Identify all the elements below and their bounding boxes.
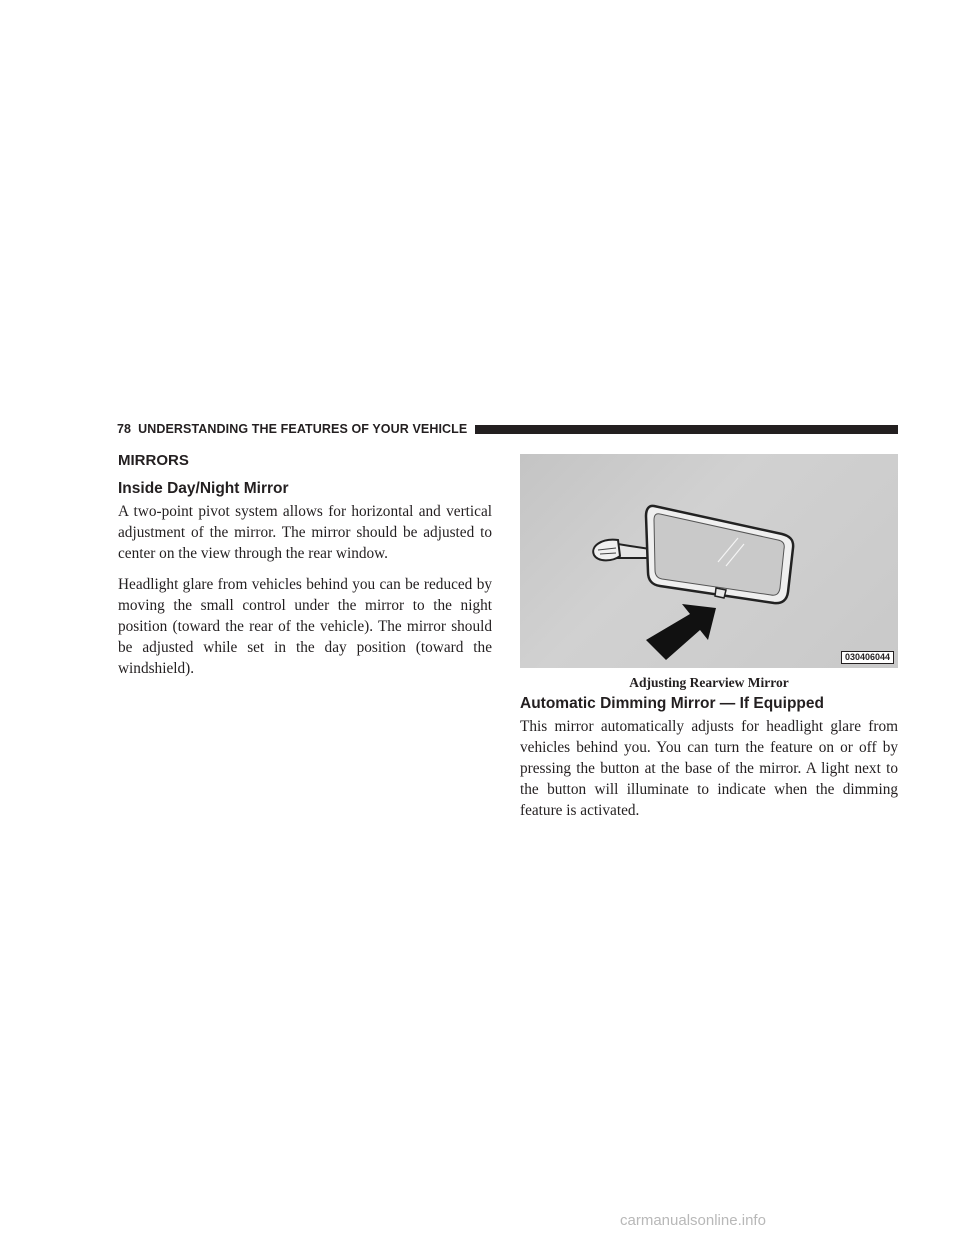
page-number: 78 xyxy=(117,422,132,436)
section-title: MIRRORS xyxy=(118,452,189,469)
mirror-drawing xyxy=(520,454,898,668)
right-column xyxy=(520,454,898,831)
watermark: carmanualsonline.info xyxy=(620,1212,766,1229)
mirror-stem xyxy=(618,544,650,558)
arrow-icon xyxy=(646,604,716,660)
header-rule xyxy=(475,425,898,434)
day-night-tab xyxy=(715,588,726,598)
auto-dimming-heading: Automatic Dimming Mirror — If Equipped xyxy=(520,695,824,712)
inside-mirror-heading: Inside Day/Night Mirror xyxy=(118,480,289,497)
inside-mirror-paragraph-1: A two-point pivot system allows for horizontal and vertical adjustment of the mirror. The mirror should be adjusted to center on the view through the rear window. xyxy=(118,503,492,562)
mirror-mount xyxy=(593,540,620,561)
inside-mirror-paragraph-2: Headlight glare from vehicles behind you can be reduced by moving the small control under the mirror to the night position (toward the rear of the vehicle). The mirror should be adjusted while set in the day position (toward the windshield). xyxy=(118,576,492,677)
figure-code: 030406044 xyxy=(841,651,894,664)
left-column xyxy=(118,452,492,689)
rearview-mirror-illustration xyxy=(520,454,898,668)
auto-dimming-paragraph: This mirror automatically adjusts for headlight glare from vehicles behind you. You can turn the feature on or off by pressing the button at the base of the mirror. A light next to the button will illuminate to indicate when the dimming feature is activated. xyxy=(520,718,898,819)
page-header xyxy=(117,421,898,437)
figure-caption: Adjusting Rearview Mirror xyxy=(629,675,789,690)
header-title: UNDERSTANDING THE FEATURES OF YOUR VEHICLE xyxy=(138,422,468,436)
